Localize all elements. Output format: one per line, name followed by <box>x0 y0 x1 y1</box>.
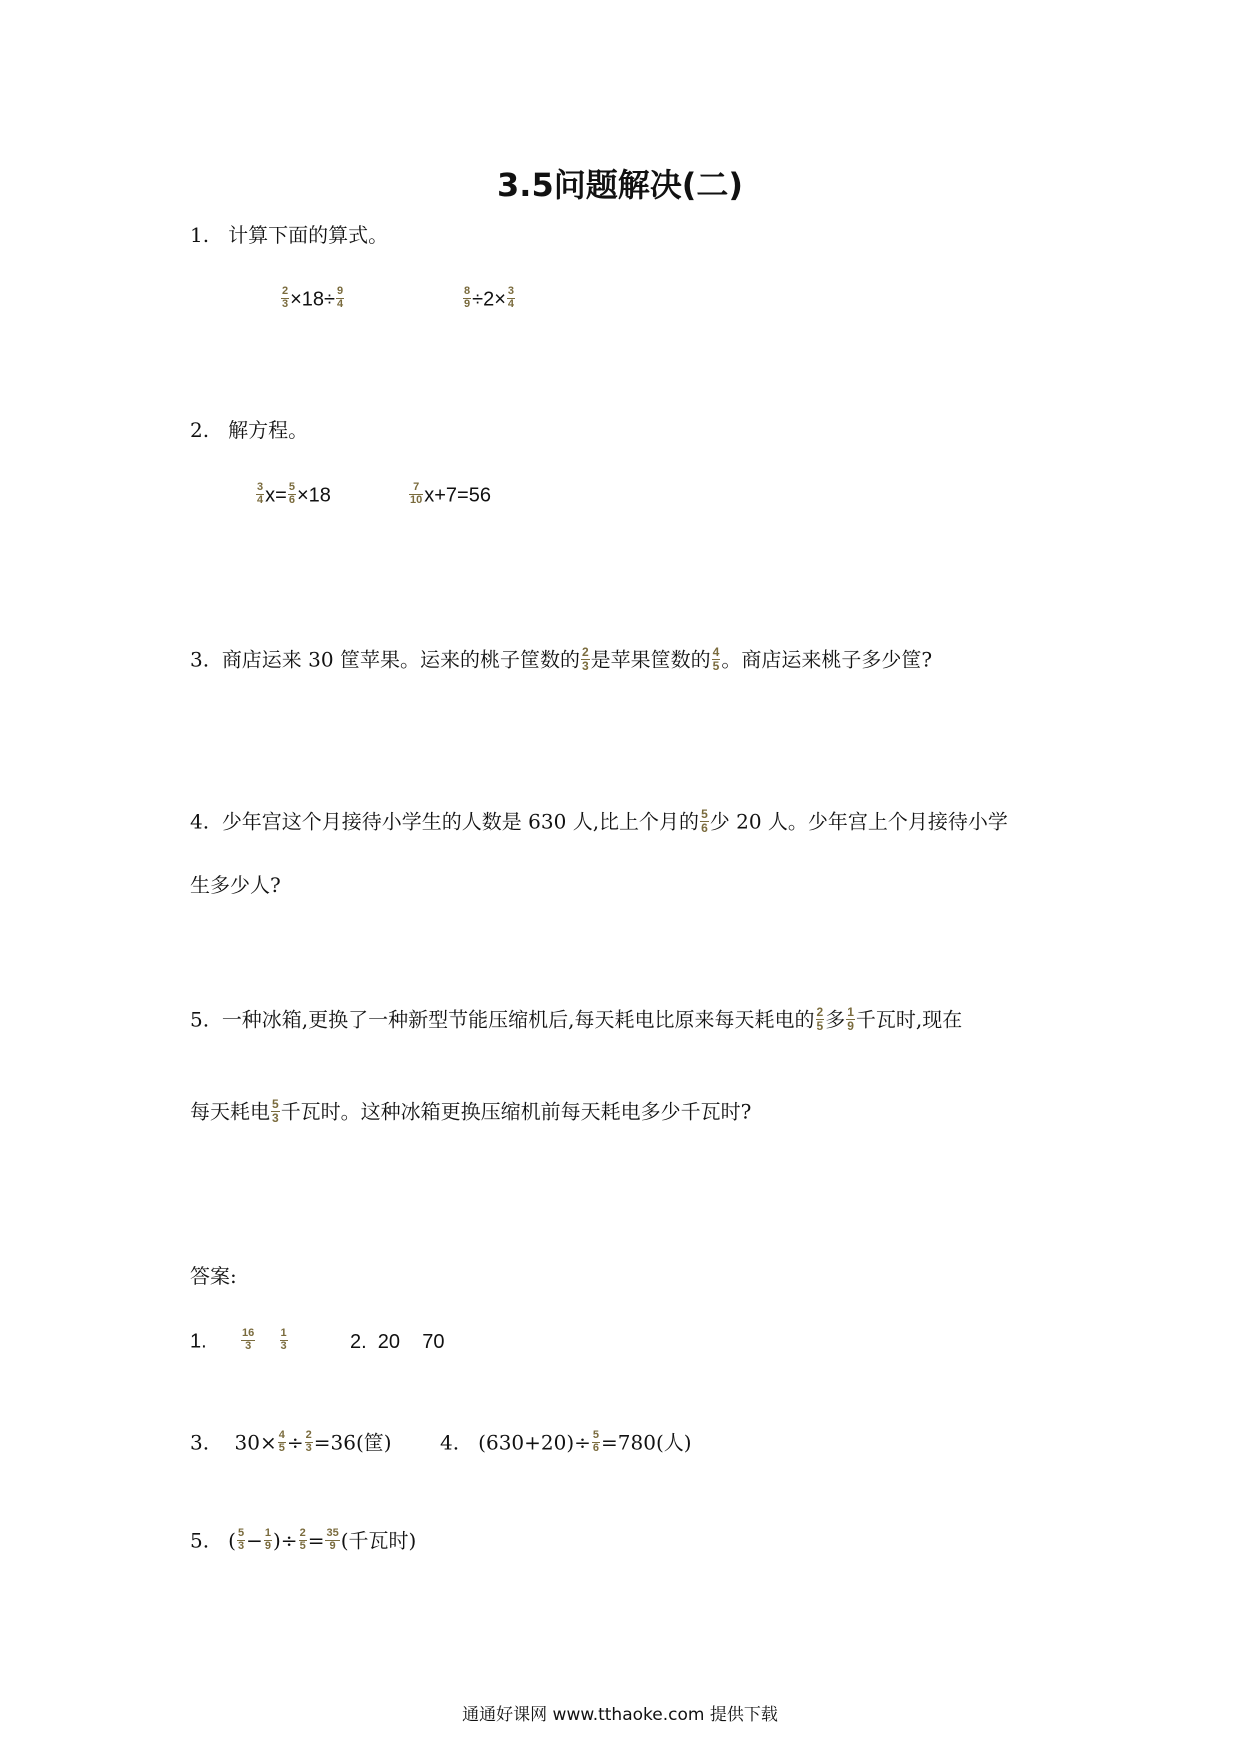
fraction: $\frac{9}{4}$ <box>337 285 344 310</box>
question-3 <box>190 645 933 674</box>
question-number: 1. <box>190 223 210 247</box>
answer-text: = <box>307 1528 325 1553</box>
fraction: $\frac{5}{6}$ <box>701 807 708 835</box>
answer-text: ÷ <box>286 1430 304 1455</box>
question-text: 一种冰箱,更换了一种新型节能压缩机后,每天耗电比原来每天耗电的 <box>221 1007 815 1032</box>
page-title: 3.5问题解决(二) <box>497 166 743 204</box>
answer-text: 30× <box>234 1430 277 1455</box>
question-text: 多 <box>825 1007 846 1032</box>
fraction: $\frac{16}{3}$ <box>242 1327 255 1352</box>
answer-number: 3. <box>190 1430 210 1455</box>
question-text: 少年宫这个月接待小学生的人数是 630 人,比上个月的 <box>221 809 700 834</box>
fraction: $\frac{5}{6}$ <box>592 1429 600 1454</box>
fraction: $\frac{5}{3}$ <box>237 1527 245 1552</box>
fraction: $\frac{3}{4}$ <box>507 285 515 310</box>
fraction: $\frac{7}{10}$ <box>410 481 423 506</box>
expression-2 <box>462 285 516 312</box>
footer-credit: 通通好课网 www.tthaoke.com 提供下载 <box>462 1705 778 1725</box>
equation-text: x= <box>265 484 287 507</box>
question-text: 。商店运来桃子多少筐? <box>721 647 933 672</box>
question-5 <box>190 1005 963 1034</box>
equation-1 <box>255 481 331 508</box>
answers-heading: 答案: <box>190 1264 237 1288</box>
equation-2 <box>408 481 491 508</box>
answer-text: − <box>246 1528 263 1553</box>
answer-text: (630+20)÷ <box>478 1430 591 1455</box>
question-1 <box>190 225 388 245</box>
question-number: 5. <box>190 1007 210 1032</box>
fraction: $\frac{4}{5}$ <box>278 1429 285 1454</box>
question-5-line-2 <box>190 1097 752 1126</box>
question-2 <box>190 420 308 440</box>
answer-row-4 <box>440 1429 692 1456</box>
fraction: $\frac{2}{3}$ <box>581 645 589 673</box>
answer-2: 2. 20 70 <box>350 1331 445 1353</box>
question-text: 千瓦时。这种冰箱更换压缩机前每天耗电多少千瓦时? <box>280 1099 752 1124</box>
fraction: $\frac{2}{5}$ <box>299 1527 306 1552</box>
question-text: 千瓦时,现在 <box>855 1007 963 1032</box>
fraction: $\frac{5}{6}$ <box>288 481 295 506</box>
answer-row-3 <box>190 1429 392 1456</box>
answer-number: 5. <box>190 1528 210 1553</box>
fraction: $\frac{3}{4}$ <box>257 481 264 506</box>
equation-text: ×18 <box>296 484 331 507</box>
fraction: $\frac{1}{9}$ <box>264 1527 271 1552</box>
question-number: 3. <box>190 647 210 672</box>
question-text: 商店运来 30 筐苹果。运来的桃子筐数的 <box>221 647 580 672</box>
question-4 <box>190 807 1008 836</box>
answer-row-5 <box>190 1527 417 1554</box>
fraction: $\frac{1}{3}$ <box>280 1327 287 1352</box>
fraction: $\frac{2}{5}$ <box>816 1005 824 1033</box>
answer-text: (千瓦时) <box>340 1528 417 1553</box>
question-number: 2. <box>190 418 210 442</box>
fraction: $\frac{35}{9}$ <box>326 1527 339 1552</box>
answer-text: =780(人) <box>601 1430 692 1455</box>
fraction: $\frac{8}{9}$ <box>464 285 471 310</box>
expression-1 <box>280 285 345 312</box>
fraction: $\frac{2}{3}$ <box>282 285 289 310</box>
question-text: 计算下面的算式。 <box>228 223 389 247</box>
question-text: 是苹果筐数的 <box>590 647 711 672</box>
question-number: 4. <box>190 809 210 834</box>
answer-row-1 <box>190 1327 289 1354</box>
question-text: 少 20 人。少年宫上个月接待小学 <box>709 809 1008 834</box>
fraction: $\frac{2}{3}$ <box>305 1429 312 1454</box>
equation-text: x+7=56 <box>424 484 491 507</box>
question-4-line-2: 生多少人? <box>190 873 281 897</box>
fraction: $\frac{4}{5}$ <box>712 645 720 673</box>
answer-text: ( <box>228 1528 236 1553</box>
question-text: 解方程。 <box>228 418 309 442</box>
expression-text: ÷2× <box>472 288 506 311</box>
expression-text: ×18÷ <box>290 288 336 311</box>
answer-number: 1. <box>190 1330 207 1353</box>
fraction: $\frac{5}{3}$ <box>272 1097 279 1125</box>
fraction: $\frac{1}{9}$ <box>847 1005 854 1033</box>
answer-text: =36(筐) <box>313 1430 392 1455</box>
answer-text: )÷ <box>273 1528 298 1553</box>
question-text: 每天耗电 <box>190 1099 270 1124</box>
answer-number: 4. <box>440 1430 460 1455</box>
